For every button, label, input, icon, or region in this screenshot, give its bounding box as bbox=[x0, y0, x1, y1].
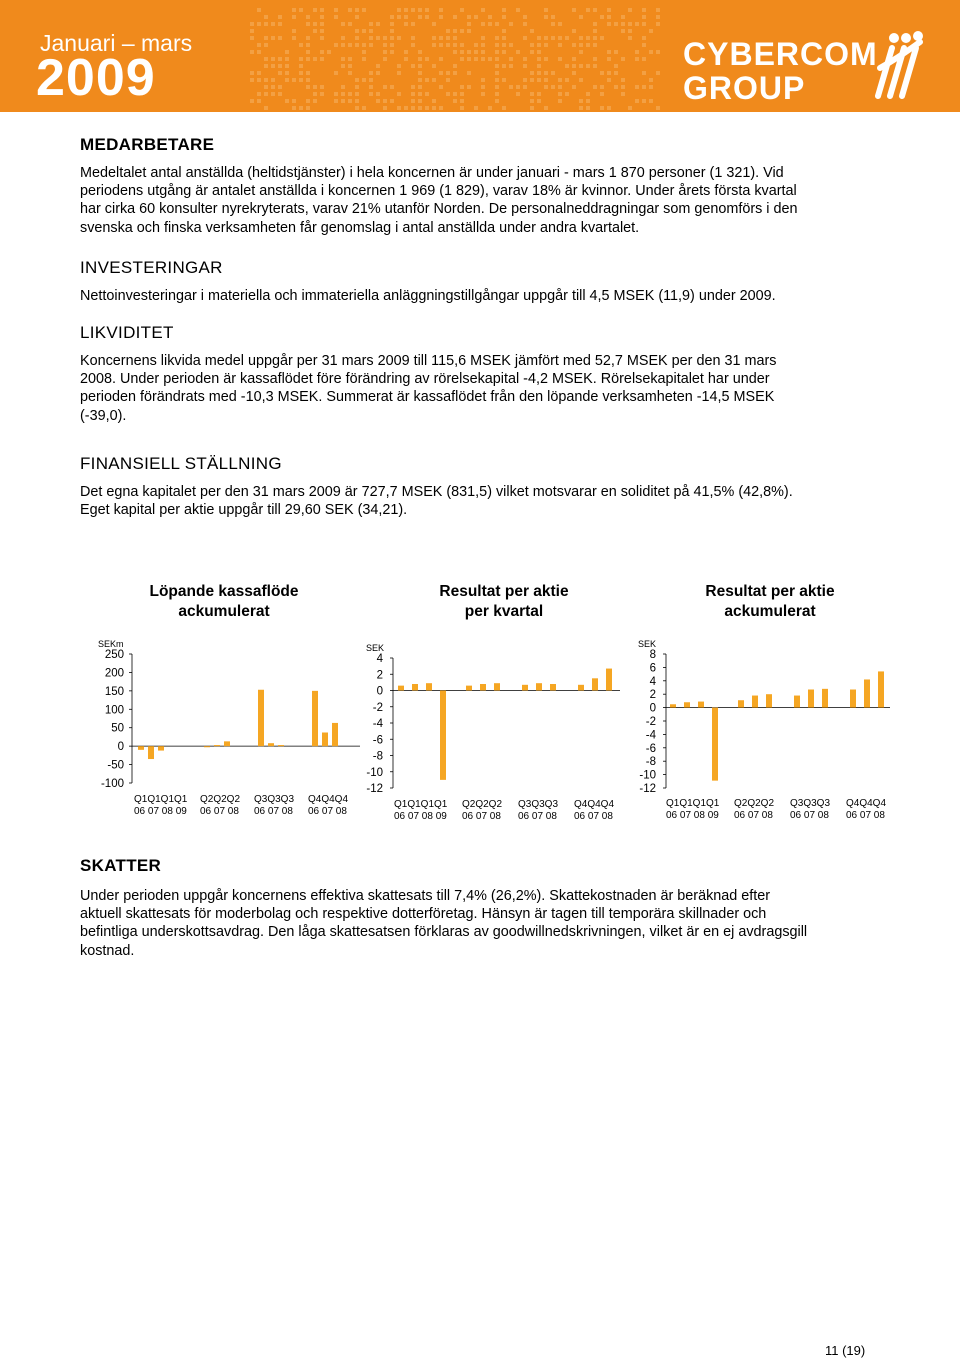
chart-bar bbox=[822, 689, 828, 708]
paragraph-skatter bbox=[80, 887, 880, 960]
y-tick-label: -2 bbox=[372, 701, 383, 714]
chart-bar bbox=[204, 746, 210, 747]
y-tick-label: 4 bbox=[649, 675, 656, 688]
x-category-quarter-label: Q4Q4Q4 bbox=[308, 794, 349, 805]
x-category-year-label: 06 07 08 bbox=[790, 810, 829, 821]
chart-resultat-ackumulerat bbox=[638, 639, 890, 821]
x-category-quarter-label: Q3Q3Q3 bbox=[790, 798, 831, 809]
chart-bar bbox=[578, 685, 584, 691]
text-line: Under perioden uppgår koncernens effektiva skattesats till 7,4% (26,2%). Skattekostnaden är beräknad efter bbox=[80, 888, 771, 904]
y-tick-label: -100 bbox=[100, 778, 124, 790]
chart-bar bbox=[258, 690, 264, 746]
y-tick-label: 6 bbox=[649, 662, 656, 675]
x-category-year-label: 06 07 08 bbox=[846, 810, 885, 821]
x-category-quarter-label: Q1Q1Q1Q1 bbox=[394, 799, 448, 810]
x-category-year-label: 06 07 08 bbox=[462, 811, 501, 822]
chart-unit-label: SEKm bbox=[98, 639, 124, 649]
chart-bar bbox=[698, 702, 704, 708]
chart-bar bbox=[312, 691, 318, 746]
chart-bar bbox=[494, 683, 500, 690]
chart-bar bbox=[522, 685, 528, 691]
text-line: befintliga underskottsavdrag. Den låga skattesatsen förklaras av goodwillnedskrivningen, vilket är en ej avdragsgill bbox=[80, 924, 808, 941]
chart-bar bbox=[224, 741, 230, 746]
chart-bar bbox=[766, 694, 772, 707]
chart-bar bbox=[536, 683, 542, 690]
chart-bar bbox=[466, 686, 472, 691]
chart-unit-label: SEK bbox=[366, 643, 385, 653]
x-category-year-label: 06 07 08 09 bbox=[394, 811, 447, 822]
y-tick-label: 0 bbox=[376, 685, 383, 698]
y-tick-label: -2 bbox=[645, 716, 656, 728]
text-line: Koncernens likvida medel uppgår per 31 mars 2009 till 115,6 MSEK jämfört med 52,7 MSEK per den 31 mars bbox=[80, 353, 777, 369]
chart-bar bbox=[592, 678, 598, 690]
heading-likviditet: LIKVIDITET bbox=[80, 323, 174, 342]
chart-title-line: Resultat per aktie bbox=[439, 583, 569, 600]
text-line: Medeltalet antal anställda (heltidstjänster) i hela koncernen är under januari - mars 1 870 personer (1 321). Vid bbox=[80, 165, 784, 181]
company-logo-line1: CYBERCOM bbox=[683, 36, 878, 72]
text-line: har cirka 60 konsulter nyrekryterats, varav 21% utanför Norden. De personalneddragningar som genomförs i den bbox=[80, 201, 798, 218]
chart-unit-label: SEK bbox=[638, 639, 657, 649]
y-tick-label: -8 bbox=[372, 750, 383, 763]
x-category-quarter-label: Q3Q3Q3 bbox=[518, 799, 559, 810]
chart-bar bbox=[808, 690, 814, 708]
x-category-quarter-label: Q3Q3Q3 bbox=[254, 794, 295, 805]
chart-bar bbox=[268, 743, 274, 746]
chart-resultat-per-kvartal bbox=[366, 643, 620, 822]
chart-bar bbox=[480, 684, 486, 691]
x-category-quarter-label: Q2Q2Q2 bbox=[200, 794, 241, 805]
text-line: periodens utgång är antalet anställda i koncernen 1 969 (1 829), varav 18% är kvinnor. Under årets första kvartal bbox=[80, 183, 797, 200]
y-tick-label: 250 bbox=[104, 649, 124, 661]
x-category-year-label: 06 07 08 bbox=[254, 806, 293, 817]
y-tick-label: 0 bbox=[649, 702, 656, 715]
chart-bar bbox=[148, 746, 154, 759]
y-tick-label: -8 bbox=[645, 756, 656, 769]
chart-title-line: per kvartal bbox=[464, 603, 544, 620]
y-tick-label: 200 bbox=[104, 667, 124, 680]
y-tick-label: -6 bbox=[372, 734, 383, 747]
y-tick-label: 150 bbox=[104, 685, 124, 698]
x-category-quarter-label: Q2Q2Q2 bbox=[462, 799, 503, 810]
x-category-quarter-label: Q2Q2Q2 bbox=[734, 798, 775, 809]
y-tick-label: 0 bbox=[117, 741, 124, 754]
x-category-year-label: 06 07 08 bbox=[308, 806, 347, 817]
chart-title-line: Löpande kassaflöde bbox=[149, 583, 299, 600]
chart-bar bbox=[214, 745, 220, 746]
report-year: 2009 bbox=[36, 49, 156, 107]
y-tick-label: 2 bbox=[376, 669, 383, 682]
y-tick-label: 4 bbox=[376, 653, 383, 665]
y-tick-label: 2 bbox=[649, 689, 656, 702]
x-category-quarter-label: Q4Q4Q4 bbox=[574, 799, 615, 810]
chart-title-line: ackumulerat bbox=[724, 603, 816, 620]
y-tick-label: -6 bbox=[645, 742, 656, 755]
heading-medarbetare: MEDARBETARE bbox=[80, 135, 215, 154]
chart-bar bbox=[606, 669, 612, 691]
text-line: aktuell skattesats för moderbolag och respektive dotterföretag. Hänsyn är tagen till temporära skillnader och bbox=[80, 906, 767, 923]
text-line: svenska och finska verksamheten får genomslag i antal anställda under andra kvartalet. bbox=[80, 219, 640, 236]
x-category-quarter-label: Q1Q1Q1Q1 bbox=[134, 794, 188, 805]
y-tick-label: -10 bbox=[366, 766, 383, 779]
chart-bar bbox=[878, 671, 884, 707]
y-tick-label: -4 bbox=[372, 718, 383, 730]
x-category-quarter-label: Q1Q1Q1Q1 bbox=[666, 798, 720, 809]
chart-bar bbox=[322, 733, 328, 747]
chart-bar bbox=[440, 691, 446, 780]
chart-bar bbox=[738, 700, 744, 707]
chart-bar bbox=[794, 696, 800, 708]
text-line: 2008. Under perioden är kassaflödet före förändring av rörelsekapital -4,2 MSEK. Rörelsekapitalet har under bbox=[80, 371, 770, 388]
chart-bar bbox=[670, 704, 676, 707]
x-category-year-label: 06 07 08 bbox=[574, 811, 613, 822]
x-category-year-label: 06 07 08 09 bbox=[134, 806, 187, 817]
chart-bar bbox=[158, 746, 164, 750]
y-tick-label: -10 bbox=[639, 769, 656, 782]
chart-bar bbox=[332, 723, 338, 746]
chart-bar bbox=[138, 746, 144, 750]
chart-bar bbox=[864, 679, 870, 707]
y-tick-label: 50 bbox=[111, 722, 124, 735]
chart-bar bbox=[398, 686, 404, 691]
text-line: (-39,0). bbox=[80, 407, 127, 424]
text-line: Det egna kapitalet per den 31 mars 2009 är 727,7 MSEK (831,5) vilket motsvarar en soliditet på 41,5% (42,8%). bbox=[80, 484, 793, 500]
y-tick-label: -12 bbox=[639, 783, 656, 795]
chart-bar bbox=[426, 683, 432, 690]
page-number: 11 (19) bbox=[825, 1343, 866, 1358]
y-tick-label: 100 bbox=[104, 704, 124, 717]
chart-bar bbox=[712, 708, 718, 781]
y-tick-label: -50 bbox=[107, 759, 124, 772]
x-category-quarter-label: Q4Q4Q4 bbox=[846, 798, 887, 809]
chart-kassaflode bbox=[98, 639, 360, 817]
heading-skatter: SKATTER bbox=[80, 856, 162, 875]
y-tick-label: -12 bbox=[366, 783, 383, 795]
y-tick-label: -4 bbox=[645, 729, 656, 742]
chart-bar bbox=[550, 684, 556, 691]
chart-title-line: ackumulerat bbox=[178, 603, 270, 620]
x-category-year-label: 06 07 08 bbox=[734, 810, 773, 821]
y-tick-label: 8 bbox=[649, 649, 656, 661]
text-line: kostnad. bbox=[80, 942, 135, 959]
x-category-year-label: 06 07 08 bbox=[200, 806, 239, 817]
company-logo-line2: GROUP bbox=[683, 70, 806, 106]
chart-bar bbox=[412, 684, 418, 691]
text-line: Eget kapital per aktie uppgår till 29,60 SEK (34,21). bbox=[80, 502, 408, 519]
chart-bar bbox=[752, 696, 758, 708]
report-period: Januari – mars bbox=[40, 30, 193, 56]
chart-title-line: Resultat per aktie bbox=[705, 583, 835, 600]
heading-finansiell-stallning: FINANSIELL STÄLLNING bbox=[80, 454, 282, 473]
text-line: Nettoinvesteringar i materiella och immateriella anläggningstillgångar uppgår till 4,5 MSEK (11,9) under 2009. bbox=[80, 288, 776, 304]
x-category-year-label: 06 07 08 bbox=[518, 811, 557, 822]
chart-bar bbox=[850, 690, 856, 708]
text-line: perioden förändrats med -10,3 MSEK. Summerat är kassaflödet från den löpande verksamheten -14,5 MSEK bbox=[80, 389, 775, 406]
chart-bar bbox=[684, 702, 690, 707]
chart-bar bbox=[278, 745, 284, 746]
x-category-year-label: 06 07 08 09 bbox=[666, 810, 719, 821]
heading-investeringar: INVESTERINGAR bbox=[80, 258, 223, 277]
